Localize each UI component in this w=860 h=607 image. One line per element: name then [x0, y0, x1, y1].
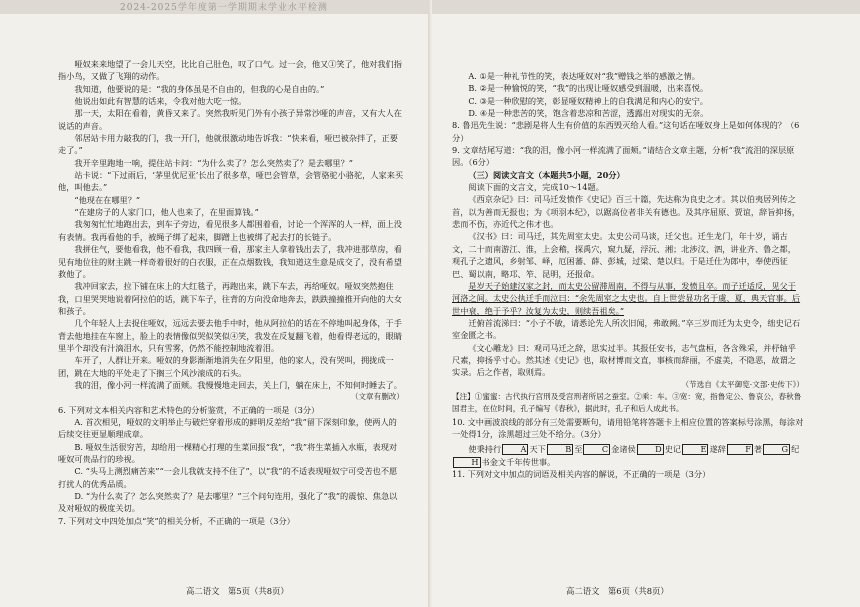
story-paragraph: 我的泪，像小河一样流满了面颊。我慢慢地走回去，关上门，躺在床上，不知何时睡去了。: [74, 379, 402, 390]
q7-option-a: A. ①是一种礼节性的笑，表达哑奴对“我”赠钱之举的感激之情。: [468, 71, 700, 81]
sentence-part: 至: [574, 444, 583, 455]
sentence-part: 遂辞: [709, 444, 726, 455]
page-header: 2024-2025学年度第一学期期末学业水平检测: [120, 3, 328, 13]
story-paragraph: 我开辛里跑地一响，提住站卡问：“为什么卖了？怎么突然卖了？是去哪里？”: [74, 157, 353, 168]
section-3-title: （三）阅读文言文（本题共5小题，20分）: [468, 169, 625, 180]
story-paragraph: 我匆匆忙忙地跑出去，到车子旁边，看见很多人都围着看，讨论一个浑浑的人一样，面上没有表情。我再看他的手，被绳子绑了起来，脚蹭上也被绑了起去打的长链子。: [58, 219, 402, 242]
sentence-part: 千: [506, 456, 515, 467]
q7-option-d: D. ④是一种悲苦的笑，饱含着悲凉和苦涩，透露出对现实的无奈。: [468, 108, 709, 119]
sentence-part: 书: [481, 456, 490, 467]
story-source: （文章有删改）: [350, 392, 404, 402]
story-paragraph: 那一天，太阳在看着，黄昏又来了。突然我听见门外有小孩子异常沙哑的声音，又有大人在说话的声音。: [58, 108, 402, 131]
story-paragraph: “在建房子的人家门口，他人也来了，在里面算钱。”: [74, 207, 259, 218]
classical-paragraph: 《西京杂记》曰：司马迁发愤作《史记》百三十篇，先达称为良史之才。其以伯夷居列传之首，以为善而无报也；为《项羽本纪》，以踞高位者非关有德也。及其序屈原、贾谊，辞旨抑扬，悲而不伤，亦近代之伟才也。: [452, 194, 800, 230]
story-paragraph: 几个年轻人上去捉住哑奴，远远去要去他手中时，他从阿拉伯的话在不停地叫起身体，于手背去他地挂在车窗上，脸上的表情像似哭似笑似④笑，我发在反复翻飞着，他看得老远的，眼睛里半个却没有汁滴泪水，只有雪雾，仍然不能控制地流着泪。: [58, 318, 402, 353]
q6-option-b: B. 哑奴生活很穷苦，却给用一棵精心打理的生菜回报“我”，“我”将生菜插入水瓶，表现对哑奴可贵品行的珍视。: [58, 441, 398, 464]
question-9: 9. 文章结尾写道：“我的泪，像小河一样流满了面颊。”请结合文章主题，分析“我”流泪的深层原因。（6分）: [452, 145, 795, 168]
sentence-part: 传世事。: [522, 456, 556, 467]
question-6: 6. 下列对文本相关内容和艺术特色的分析鉴赏，不正确的一项是（3分）: [58, 404, 320, 415]
answer-box-e[interactable]: E: [682, 444, 708, 455]
story-paragraph: 哑奴来来地望了一会儿天空，比比自己肚色，叹了口气。过一会，他又①笑了，他对我们指指小鸟，又做了飞翔的动作。: [58, 59, 402, 82]
page-fold: [428, 0, 432, 607]
q6-option-a: A. 首次相见，哑奴的文明举止与破烂穿着形成的鲜明反差给“我”留下深刻印象，使两人的后续交往更显顺理成章。: [58, 416, 397, 440]
classical-paragraph: 迁俯首流涕曰：“小子不敏，请悉论先人所次旧闻，弗敢阙。”卒三岁而迁为太史令，绌史记石室金匮之书。: [452, 317, 801, 341]
answer-box-d[interactable]: D: [637, 444, 664, 455]
story-paragraph: 我拼住气，要他看我，他不看我，我四顾一看，那家主人拿着钱出去了，我冲进那草房，看见有地位往的财主跳一样奇着很好的白衣服，正在点烟数钱，我知道这生意是成交了，没有希望救他了。: [58, 244, 402, 279]
story-paragraph: 我知道，他要说的是：“我的身体虽是不自由的，但我的心是自由的。”: [74, 83, 325, 94]
answer-box-b[interactable]: B: [547, 444, 573, 455]
answer-box-f[interactable]: F: [727, 444, 753, 455]
question-8: 8. 鲁迅先生说：“悲剧是将人生有价值的东西毁灭给人看。”这句话在哑奴身上是如何体现的？（6分）: [452, 120, 800, 143]
story-paragraph: “他现在在哪里？”: [74, 194, 141, 205]
q10-sentence: [452, 443, 804, 468]
sentence-part: 金文: [489, 456, 507, 467]
answer-box-h[interactable]: H: [453, 457, 481, 468]
q6-option-d: D. “为什么卖了？怎么突然卖了？是去哪里？”三个问句连用，强化了“我”的震惊、焦急以及对哑奴的极度关切。: [58, 491, 398, 514]
page-footer-left: 高二语文 第5页（共8页）: [186, 586, 289, 596]
question-11: 11. 下列对文中加点的词语及相关内容的解说，不正确的一项是（3分）: [452, 469, 711, 479]
answer-box-g[interactable]: G: [763, 444, 790, 455]
section-3-instruction: 阅读下面的文言文，完成10～14题。: [468, 182, 604, 193]
page-footer-right: 高二语文 第6页（共8页）: [566, 586, 669, 596]
passage-source: （节选自《太平御览·文部·史传下》）: [681, 379, 804, 389]
q7-option-c: C. ③是一种欣慰的笑，彰显哑奴精神上的自我满足和内心的安宁。: [468, 95, 708, 106]
story-paragraph: 邻居站卡用力敲我的门，我一开门，他就很激动地告诉我：“快来看，哑巴被杂拌了，正要走了。”: [58, 133, 398, 156]
q7-option-b: B. ②是一种愉悦的笑，“我”的出现让哑奴感受到温暖，出来喜悦。: [468, 83, 709, 94]
classical-paragraph: 《文心雕龙》曰：观司马迁之辞，思实过半。其报任安书，志气盘桓，各含殊采，并杼轴乎尺素，抑扬乎寸心。然其述《史记》也，取材博而文直，事核而辞丽，不虚美，不隐恶，故谓之实录。后之作者，取则焉。: [452, 342, 796, 378]
sentence-part: 纪: [791, 444, 800, 455]
story-paragraph: 他说出如此有智慧的话来，令我对他大吃一惊。: [74, 96, 247, 107]
passage-note: 【注】①蜜蜜：古代执行宫刑及受宫刑者所居之蚕室。②乘：车。③宽：宽，指鲁定公、鲁哀公，春秋鲁国君主，在位时间，孔子编写《春秋》，据此时，孔子和后人成此书。: [452, 391, 802, 414]
sentence-part: 使秉持行: [468, 444, 502, 455]
answer-box-c[interactable]: C: [583, 444, 610, 455]
sentence-part: 金诸侯: [611, 444, 636, 455]
sentence-part: 史记: [664, 444, 682, 455]
story-paragraph: 站卡说：“下过雨后，‘茅里优尼亚’长出了很多草，哑巴会管草，会管骆驼小骆驼，人家来买他，叫他去。”: [58, 170, 404, 193]
q6-option-c: C. “头马上测烈痛苦来”“一会儿我就支持不住了”，以“我”的不适表现哑奴宁可受苦也不愿打扰人的优秀品质。: [58, 466, 398, 489]
question-10: 10. 文中画波浪线的部分有三处需要断句，请用铅笔将答题卡上相应位置的答案标号涂黑，每涂对一处得1分，涂黑超过三处不给分。（3分）: [452, 416, 804, 439]
classical-paragraph: 《汉书》曰：司马迁，其先周室太史。太史公司马谈，迁父也。迁生龙门，年十岁，诵古文，二十而南游江、淮，上会稽，探禹穴，窥九疑，浮沅、湘；北涉汶、泗，讲业齐、鲁之都，观孔子之遗风，乡射邹、峄，厄困蕃、薛、彭城，过梁、楚以归。于是迁仕为郎中，奉使西征巴、蜀以南，略邛、笮、昆明，还报命。: [452, 231, 796, 279]
sentence-part: 天下: [529, 444, 546, 455]
question-7: 7. 下列对文中四处加点“笑”的相关分析，不正确的一项是（3分）: [58, 515, 295, 526]
story-paragraph: 我冲回家去，拉下铺在床上的大红毯子，再跑出来，跳下车去，再给哑奴。哑奴突然抱住我，口里哭哭地说着阿拉伯的话，跳下车子，往背的方向没命地奔去，跌跌撞撞推开向他的大女和孩子。: [58, 281, 402, 316]
left-column: [58, 58, 404, 560]
right-column: [452, 70, 804, 578]
answer-box-a[interactable]: A: [502, 444, 528, 455]
sentence-part: 年: [514, 456, 523, 467]
sentence-part: 著: [753, 444, 763, 455]
story-paragraph: 车开了，人群让开来。哑奴的身影渐渐地消失在夕阳里，他的家人，没有哭叫，拥拢成一团，跳在大地的平处走了下搁三个风沙滚成的石头。: [58, 355, 394, 378]
classical-paragraph: 是岁天子始建汉家之封，而太史公留滞周南，不得与从事，发愤且卒。而子迁适反，见父于河洛之间。太史公执迁手而泣曰：“余先周室之太史也。自上世尝显功名于虞、夏，典天官事。后世中衰，绝于予乎？汝复为太史，则续吾祖矣。”: [452, 280, 801, 316]
